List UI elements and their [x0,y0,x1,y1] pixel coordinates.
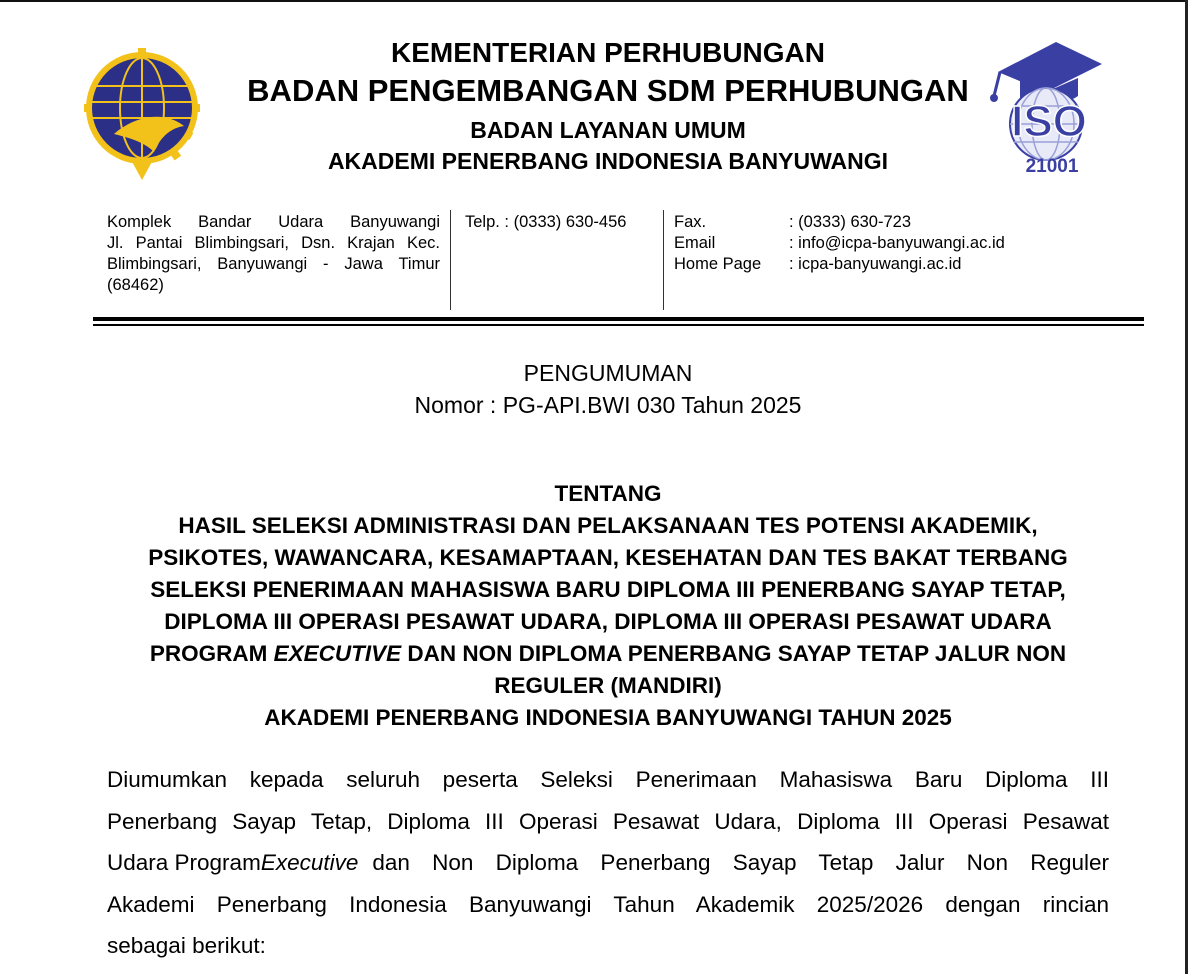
body-line: Penerbang Sayap Tetap, Diploma III Operasi Pesawat Udara, Diploma III Operasi Pesawat [107,808,1109,834]
contact-label: Fax. [674,213,707,231]
address-line: Blimbingsari, Banyuwangi - Jawa Timur [107,255,440,273]
title-line: REGULER (MANDIRI) [494,673,722,698]
telephone: Telp. : (0333) 630-456 [465,213,627,231]
address-line: (68462) [107,276,164,294]
contact-label: Email [674,234,716,252]
divider [663,210,664,310]
address-line: Komplek Bandar Udara Banyuwangi [107,213,440,231]
body-text: Udara Program [107,850,261,875]
contact-block [674,212,1005,275]
academy-name: AKADEMI PENERBANG INDONESIA BANYUWANGI [327,148,889,174]
title-line: SELEKSI PENERIMAAN MAHASISWA BARU DIPLOMA III PENERBANG SAYAP TETAP, [150,577,1066,602]
top-border [0,0,1188,2]
agency-name: BADAN PENGEMBANGAN SDM PERHUBUNGAN [247,73,969,108]
title-text: DAN NON DIPLOMA PENERBANG SAYAP TETAP JALUR NON [401,641,1067,666]
announcement-number: Nomor : PG-API.BWI 030 Tahun 2025 [414,392,802,418]
divider [450,210,451,310]
body-line: Diumumkan kepada seluruh peserta Seleksi Penerimaan Mahasiswa Baru Diploma III [107,767,1109,792]
title-line: TENTANG [554,481,662,506]
iso-logo [990,40,1108,180]
iso-text: ISO [1011,97,1087,146]
contact-label: Home Page [674,255,762,273]
contact-fax [674,212,1005,233]
body-line: sebagai berikut: [107,933,266,958]
title-line: HASIL SELEKSI ADMINISTRASI DAN PELAKSANAAN TES POTENSI AKADEMIK, [178,513,1038,538]
contact-value: : info@icpa-banyuwangi.ac.id [789,234,1005,252]
contact-email [674,233,1005,254]
address-line: Jl. Pantai Blimbingsari, Dsn. Krajan Kec. [107,234,440,252]
title-line: DIPLOMA III OPERASI PESAWAT UDARA, DIPLOMA III OPERASI PESAWAT UDARA [164,609,1052,634]
body-italic: Executive [260,850,359,875]
body-text: dan Non Diploma Penerbang Sayap Tetap Jalur Non Reguler [372,850,1109,875]
title-line: PSIKOTES, WAWANCARA, KESAMAPTAAN, KESEHATAN DAN TES BAKAT TERBANG [148,545,1068,570]
ministry-name: KEMENTERIAN PERHUBUNGAN [390,37,825,68]
title-italic: EXECUTIVE [273,641,402,666]
title-line [100,638,1116,670]
title-text: PROGRAM [149,641,274,666]
letterhead-rule [93,317,1144,321]
body-line [107,842,1109,884]
iso-number: 21001 [1025,156,1079,177]
ministry-emblem-logo [84,46,202,180]
announcement-heading: PENGUMUMAN [523,360,693,386]
body-paragraph [107,759,1109,967]
title-line: AKADEMI PENERBANG INDONESIA BANYUWANGI TAHUN 2025 [264,705,952,730]
announcement-title [100,478,1116,734]
contact-homepage [674,254,1005,275]
body-line: Akademi Penerbang Indonesia Banyuwangi Tahun Akademik 2025/2026 dengan rincian [107,891,1109,917]
contact-value: : (0333) 630-723 [789,213,912,231]
agency-type: BADAN LAYANAN UMUM [470,117,746,143]
letterhead-rule-thin [93,324,1144,326]
address-block [107,212,440,296]
contact-value: : icpa-banyuwangi.ac.id [789,255,962,273]
